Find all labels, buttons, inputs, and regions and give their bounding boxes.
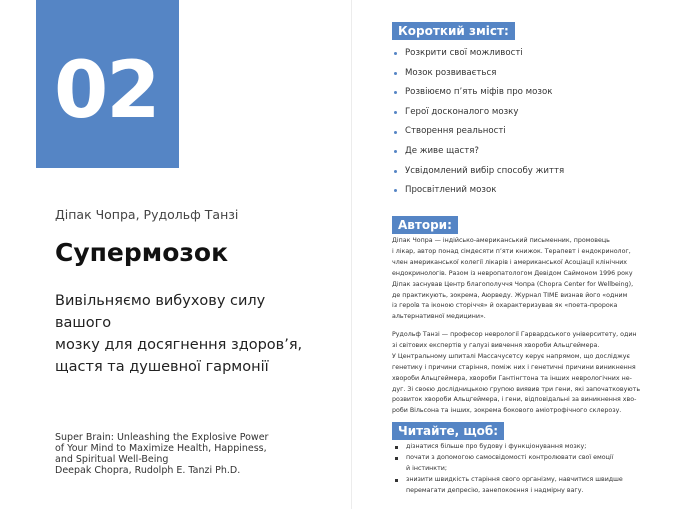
summary-list	[392, 44, 564, 201]
summary-item: Герої досконалого мозку	[392, 103, 564, 123]
authors-heading: Автори:	[392, 216, 458, 234]
bullet-icon	[395, 446, 398, 449]
read-to-item: почати з допомогою самосвідомості контролювати свої емоції й інстинкти;	[392, 453, 692, 475]
subtitle-line: щастя та душевної гармонії	[55, 359, 269, 375]
summary-item: Де живе щастя?	[392, 142, 564, 162]
summary-item: Створення реальності	[392, 122, 564, 142]
original-title-line: Super Brain: Unleashing the Explosive Power	[55, 432, 269, 443]
summary-item: Розвіюємо п’ять міфів про мозок	[392, 83, 564, 103]
summary-item: Мозок розвивається	[392, 64, 564, 84]
bullet-icon	[394, 170, 397, 173]
chopra-bio: Діпак Чопра — індійсько-американський письменник, промовець і лікар, автор понад сімдесяти п’яти книжок. Терапевт і ендокринолог, член американської колегії лікарів і американської Асоціації клінічних ендокринологів. Разом із невропатологом Девідом Саймоном 1996 року Діпак заснував Центр благополуччя Чопра (Chopra Center for Wellbeing), де практикують, зокрема, Аюрведу. Журнал TIME визнав його «одним із героїв та іконою сторіччя» й охарактеризував як «поета-пророка альтернативної медицини».	[392, 237, 634, 321]
summary-item: Просвітлений мозок	[392, 181, 564, 201]
original-title-line: of Your Mind to Maximize Health, Happiness,	[55, 443, 267, 454]
subtitle-line: Вивільняємо вибухову силу вашого	[55, 293, 266, 331]
original-edition-info	[55, 432, 315, 476]
book-title: Супермозок	[55, 238, 229, 267]
read-to-item: дізнатися більше про будову і функціонування мозку;	[392, 442, 692, 453]
summary-item: Розкрити свої можливості	[392, 44, 564, 64]
bullet-icon	[394, 189, 397, 192]
bullet-icon	[394, 131, 397, 134]
bullet-icon	[394, 52, 397, 55]
read-to-list	[392, 442, 692, 497]
read-to-heading: Читайте, щоб:	[392, 422, 504, 440]
book-authors: Діпак Чопра, Рудольф Танзі	[55, 207, 239, 222]
chapter-number-block	[36, 0, 179, 168]
bullet-icon	[394, 111, 397, 114]
original-authors-line: Deepak Chopra, Rudolph E. Tanzi Ph.D.	[55, 465, 241, 476]
chapter-number: 02	[54, 46, 159, 136]
read-to-item: знизити швидкість старіння свого організму, навчитися швидше перемагати депресію, занепокоєння і надмірну вагу.	[392, 475, 692, 497]
summary-heading: Короткий зміст:	[392, 22, 515, 40]
subtitle-line: мозку для досягнення здоров’я,	[55, 337, 303, 353]
bullet-icon	[394, 72, 397, 75]
summary-item: Усвідомлений вибір способу життя	[392, 162, 564, 182]
tanzi-bio: Рудольф Танзі — професор неврології Гарвардського університету, один зі світових експертів у галузі вивчення хвороби Альцгеймера. У Центральному шпиталі Массачусетсу керує напрямом, що досліджує генетику і причини старіння, поміж них і генетичні причини виникнення хвороби Альцгеймера, хвороби Гантінгтона та інших неврологічних не- дуг. Зі своєю дослідницькою групою виявив три гени, які започатковують розвиток хвороби Альцгеймера, і гени, відповідальні за виникнення хво- роби Вільсона та інших, зокрема бокового аміотрофічного склерозу.	[392, 331, 641, 415]
original-title-line: and Spiritual Well-Being	[55, 454, 169, 465]
bullet-icon	[395, 479, 398, 482]
bullet-icon	[395, 457, 398, 460]
book-subtitle	[55, 290, 325, 378]
bullet-icon	[394, 91, 397, 94]
bullet-icon	[394, 150, 397, 153]
